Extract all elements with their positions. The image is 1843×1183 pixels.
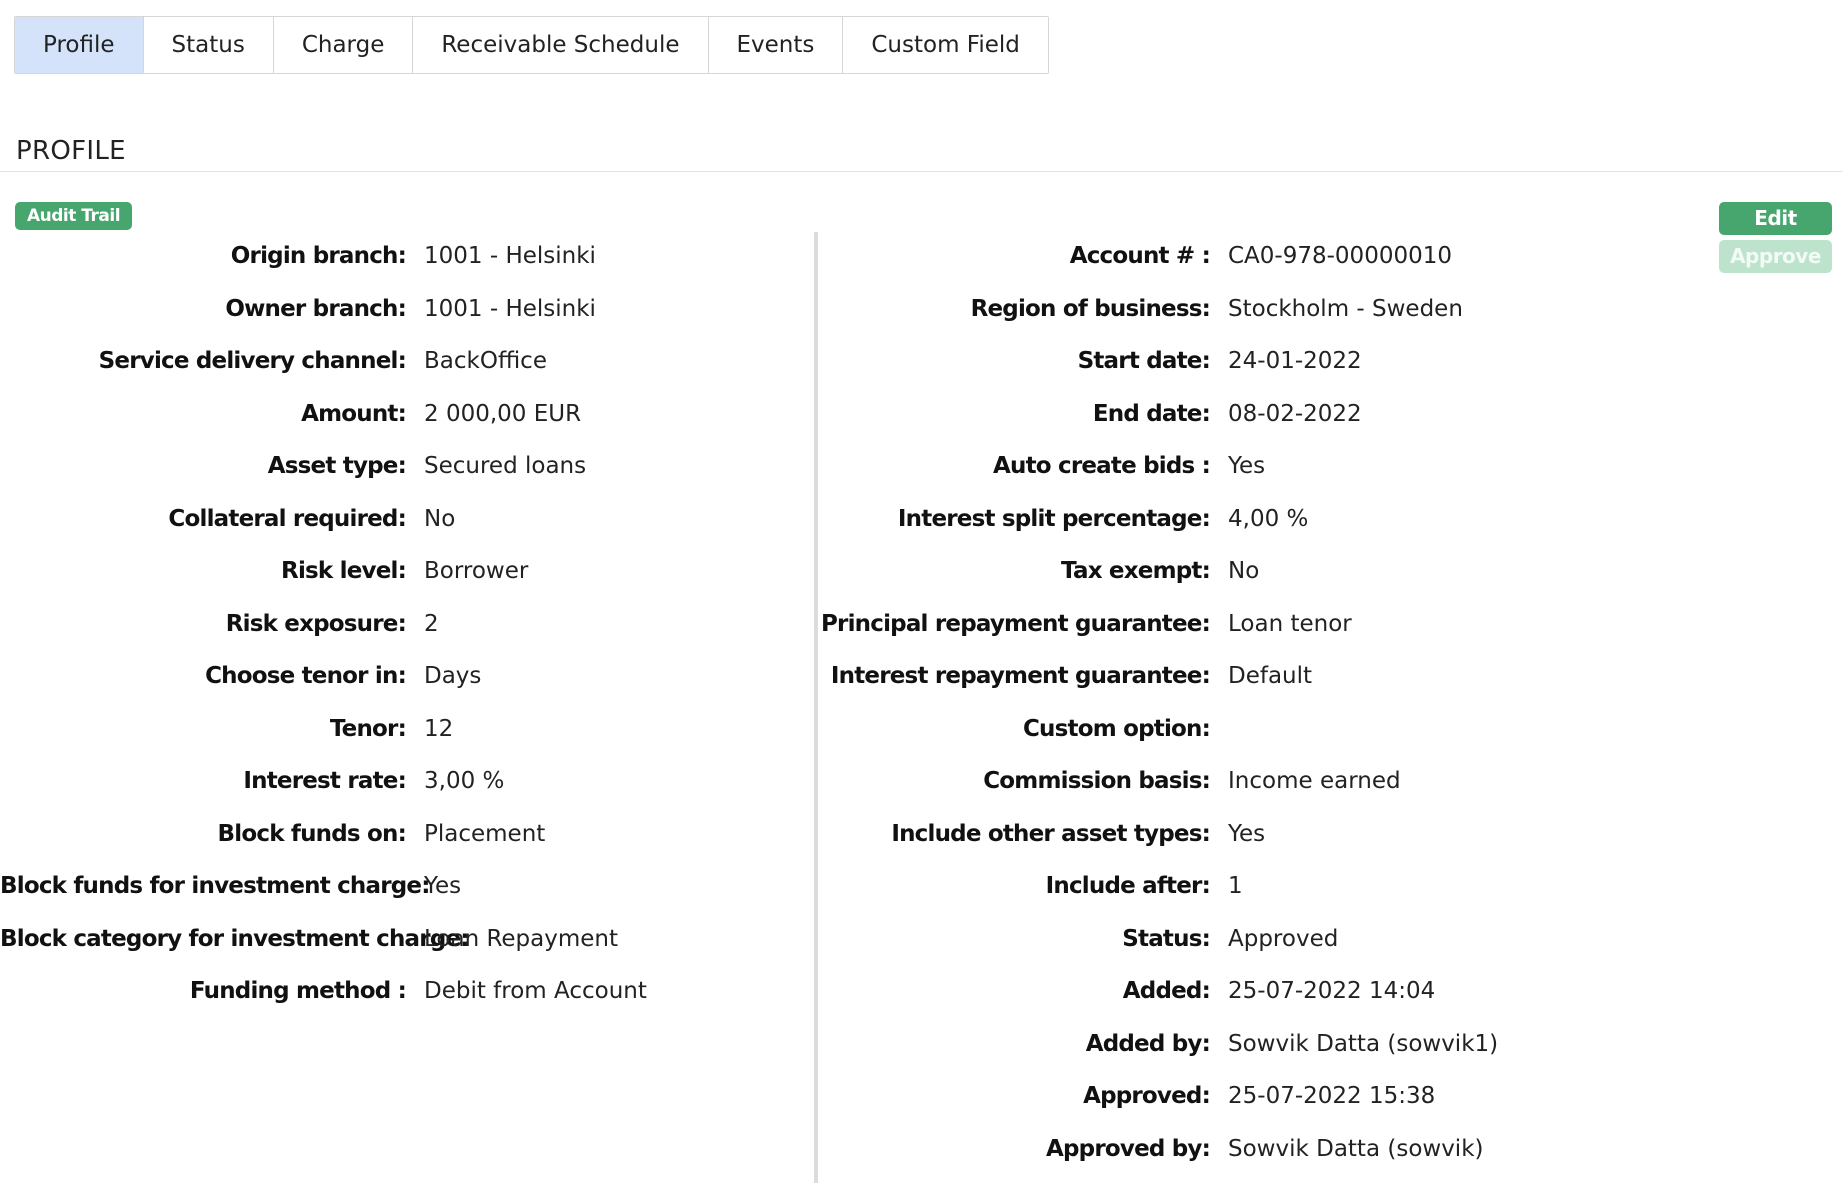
field-value: 3,00 % — [424, 768, 505, 795]
field-value: Approved — [1228, 925, 1339, 952]
field-tenor — [0, 703, 647, 756]
profile-right-column — [820, 230, 1498, 1175]
field-block-funds-on — [0, 808, 647, 861]
field-amount — [0, 388, 647, 441]
field-label: Origin branch: — [230, 243, 406, 270]
field-label: Block category for investment charge: — [0, 925, 469, 952]
field-collateral-required — [0, 493, 647, 546]
field-auto-create-bids — [820, 440, 1498, 493]
field-include-after — [820, 860, 1498, 913]
field-value: BackOffice — [424, 348, 547, 375]
field-label: Custom option: — [1022, 715, 1210, 742]
field-owner-branch — [0, 283, 647, 336]
field-value: Income earned — [1228, 768, 1401, 795]
field-account-number — [820, 230, 1498, 283]
section-title: PROFILE — [16, 136, 126, 166]
field-added — [820, 965, 1498, 1018]
field-interest-rate — [0, 755, 647, 808]
field-value: 4,00 % — [1228, 505, 1309, 532]
field-label: Choose tenor in: — [205, 663, 406, 690]
field-label: Service delivery channel: — [98, 348, 406, 375]
field-value: Sowvik Datta (sowvik) — [1228, 1135, 1484, 1162]
field-risk-level — [0, 545, 647, 598]
field-label: Include after: — [1045, 873, 1210, 900]
field-label: Interest split percentage: — [897, 505, 1210, 532]
field-include-other-asset-types — [820, 808, 1498, 861]
tab-events[interactable]: Events — [709, 17, 844, 73]
field-label: Funding method : — [189, 978, 406, 1005]
field-label: Block funds on: — [217, 820, 406, 847]
field-value: 24-01-2022 — [1228, 348, 1362, 375]
field-value: Yes — [1228, 453, 1266, 480]
tab-profile[interactable]: Profile — [15, 17, 144, 73]
field-label: Interest rate: — [243, 768, 406, 795]
field-choose-tenor-in — [0, 650, 647, 703]
field-value: 12 — [424, 715, 454, 742]
field-label: Interest repayment guarantee: — [830, 663, 1210, 690]
field-label: Start date: — [1077, 348, 1210, 375]
field-label: Tenor: — [329, 715, 406, 742]
field-approved — [820, 1070, 1498, 1123]
field-origin-branch — [0, 230, 647, 283]
field-value: Sowvik Datta (sowvik1) — [1228, 1030, 1499, 1057]
tab-status[interactable]: Status — [144, 17, 274, 73]
field-value: 1001 - Helsinki — [424, 295, 596, 322]
field-value: Loan Repayment — [424, 925, 619, 952]
field-interest-split-percentage — [820, 493, 1498, 546]
field-label: Principal repayment guarantee: — [821, 610, 1210, 637]
field-added-by — [820, 1018, 1498, 1071]
field-value: 1 — [1228, 873, 1243, 900]
field-value: Stockholm - Sweden — [1228, 295, 1463, 322]
field-block-category-investment-charge — [0, 913, 647, 966]
field-approved-by — [820, 1123, 1498, 1176]
column-divider — [814, 232, 818, 1183]
field-value: 2 — [424, 610, 439, 637]
field-status — [820, 913, 1498, 966]
audit-trail-button[interactable]: Audit Trail — [15, 202, 132, 230]
field-end-date — [820, 388, 1498, 441]
field-label: Added by: — [1085, 1030, 1210, 1057]
tab-custom-field[interactable]: Custom Field — [843, 17, 1048, 73]
field-value: CA0-978-00000010 — [1228, 243, 1452, 270]
field-label: Region of business: — [970, 295, 1210, 322]
field-value: 2 000,00 EUR — [424, 400, 582, 427]
section-divider — [0, 171, 1843, 172]
field-label: Tax exempt: — [1061, 558, 1210, 585]
field-value: Default — [1228, 663, 1313, 690]
field-label: Collateral required: — [168, 505, 406, 532]
field-value: Loan tenor — [1228, 610, 1352, 637]
approve-button[interactable]: Approve — [1719, 240, 1832, 273]
field-label: Risk exposure: — [225, 610, 406, 637]
field-interest-repayment-guarantee — [820, 650, 1498, 703]
field-value: 25-07-2022 14:04 — [1228, 978, 1436, 1005]
field-value: Secured loans — [424, 453, 587, 480]
field-label: Approved: — [1083, 1083, 1210, 1110]
field-service-delivery-channel — [0, 335, 647, 388]
field-region-of-business — [820, 283, 1498, 336]
tab-bar — [14, 16, 1049, 74]
field-block-funds-investment-charge — [0, 860, 647, 913]
field-asset-type — [0, 440, 647, 493]
field-label: Amount: — [301, 400, 406, 427]
field-label: Account # : — [1069, 243, 1210, 270]
field-label: Approved by: — [1046, 1135, 1210, 1162]
field-principal-repayment-guarantee — [820, 598, 1498, 651]
field-funding-method — [0, 965, 647, 1018]
field-label: Status: — [1122, 925, 1210, 952]
field-label: End date: — [1092, 400, 1210, 427]
field-risk-exposure — [0, 598, 647, 651]
field-value: Yes — [424, 873, 462, 900]
field-start-date — [820, 335, 1498, 388]
field-value: Days — [424, 663, 482, 690]
field-value: Borrower — [424, 558, 529, 585]
field-value: No — [1228, 558, 1260, 585]
field-value: 1001 - Helsinki — [424, 243, 596, 270]
field-value: Debit from Account — [424, 978, 647, 1005]
tab-receivable-schedule[interactable]: Receivable Schedule — [413, 17, 708, 73]
profile-left-column — [0, 230, 647, 1018]
field-value: Placement — [424, 820, 546, 847]
field-custom-option — [820, 703, 1498, 756]
field-label: Auto create bids : — [993, 453, 1210, 480]
field-label: Risk level: — [281, 558, 406, 585]
field-label: Added: — [1122, 978, 1210, 1005]
field-commission-basis — [820, 755, 1498, 808]
field-value: 25-07-2022 15:38 — [1228, 1083, 1436, 1110]
field-label: Commission basis: — [983, 768, 1210, 795]
field-value: No — [424, 505, 456, 532]
tab-charge[interactable]: Charge — [274, 17, 414, 73]
field-label: Include other asset types: — [891, 820, 1210, 847]
field-value: Yes — [1228, 820, 1266, 847]
field-label: Block funds for investment charge: — [0, 873, 430, 900]
field-tax-exempt — [820, 545, 1498, 598]
field-label: Owner branch: — [225, 295, 406, 322]
field-value: 08-02-2022 — [1228, 400, 1362, 427]
field-label: Asset type: — [267, 453, 406, 480]
edit-button[interactable]: Edit — [1719, 202, 1832, 235]
